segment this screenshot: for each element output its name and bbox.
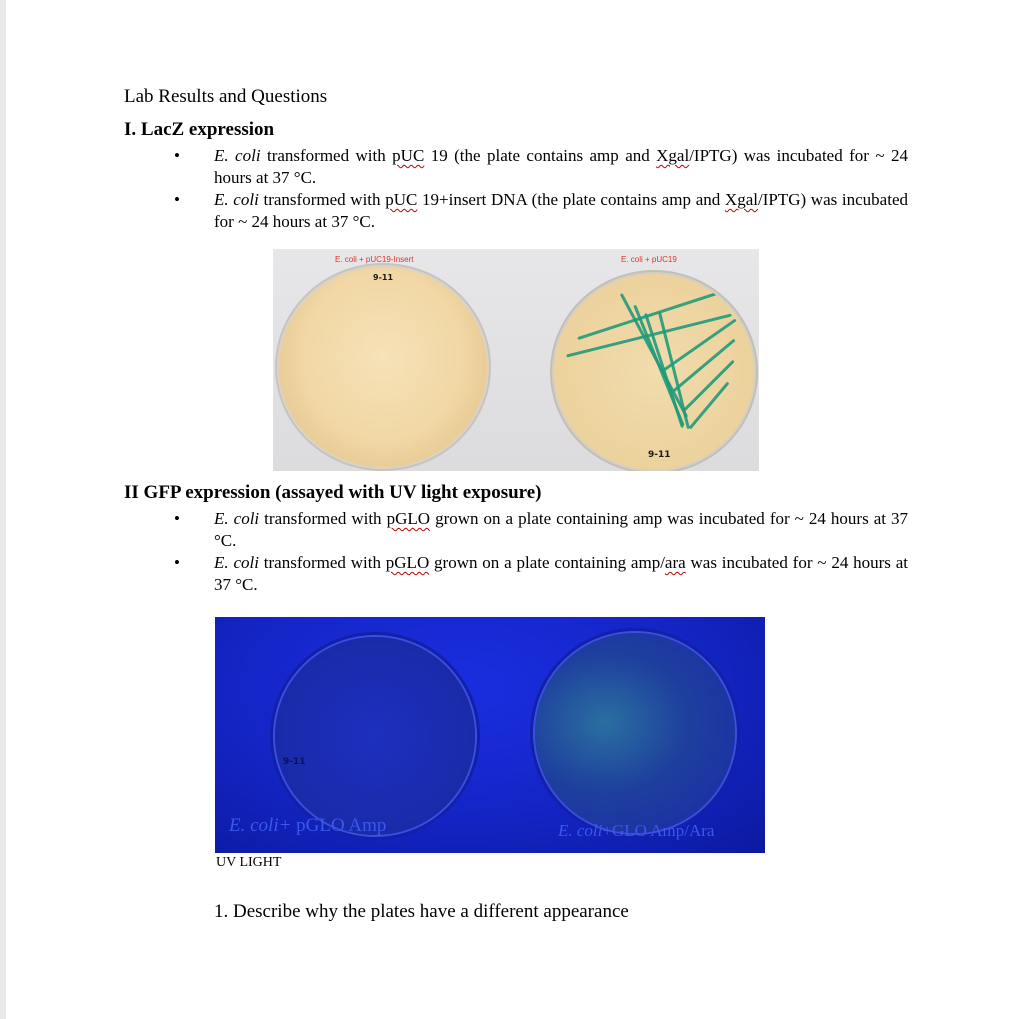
uv-photo-label-amp: E. coli+ pGLO Amp bbox=[229, 815, 387, 836]
section-heading-lacz: I. LacZ expression bbox=[124, 119, 275, 140]
spellcheck-word: pGLO bbox=[385, 553, 430, 572]
section-heading-gfp: II GFP expression (assayed with UV light exposure) bbox=[124, 482, 542, 503]
plate-mark: 9-11 bbox=[283, 757, 306, 767]
spellcheck-word: Xgal bbox=[724, 190, 758, 209]
plate-mark: 9-11 bbox=[373, 273, 394, 282]
uv-photo-label-amp-ara: E. coli+GLO Amp/Ara bbox=[558, 821, 715, 840]
petri-dish-amp bbox=[275, 637, 475, 835]
question-1: 1. Describe why the plates have a different appearance bbox=[214, 901, 629, 922]
document-title: Lab Results and Questions bbox=[124, 86, 328, 107]
gfp-uv-plates-photo bbox=[215, 617, 765, 853]
photo-label-puc19: E. coli + pUC19 bbox=[621, 255, 677, 264]
gfp-bullet-list bbox=[214, 508, 908, 596]
lacz-bullet-list bbox=[214, 145, 908, 233]
page-edge bbox=[0, 0, 6, 1019]
petri-dish-white-colonies bbox=[279, 267, 487, 467]
petri-dish-amp-ara bbox=[535, 633, 735, 833]
list-item: • E. coli transformed with pGLO grown on a plate containing amp/ara was incubated for ~ 24 hours at 37 °C. bbox=[214, 552, 908, 596]
list-item: • E. coli transformed with pUC 19 (the plate contains amp and Xgal/IPTG) was incubated for ~ 24 hours at 37 °C. bbox=[214, 145, 908, 189]
list-item: • E. coli transformed with pGLO grown on a plate containing amp was incubated for ~ 24 hours at 37 °C. bbox=[214, 508, 908, 552]
spellcheck-word: pGLO bbox=[386, 509, 431, 528]
spellcheck-word: pUC bbox=[385, 190, 418, 209]
plate-mark: 9-11 bbox=[648, 450, 671, 460]
lacz-plates-photo bbox=[273, 249, 759, 471]
uv-light-caption: UV LIGHT bbox=[216, 855, 282, 870]
petri-dish-blue-colonies bbox=[554, 274, 754, 470]
spellcheck-word: pUC bbox=[392, 146, 425, 165]
spellcheck-word: ara bbox=[664, 553, 686, 572]
list-item: • E. coli transformed with pUC 19+insert DNA (the plate contains amp and Xgal/IPTG) was incubated for ~ 24 hours at 37 °C. bbox=[214, 189, 908, 233]
spellcheck-word: Xgal bbox=[656, 146, 690, 165]
photo-label-insert: E. coli + pUC19-Insert bbox=[335, 255, 414, 264]
